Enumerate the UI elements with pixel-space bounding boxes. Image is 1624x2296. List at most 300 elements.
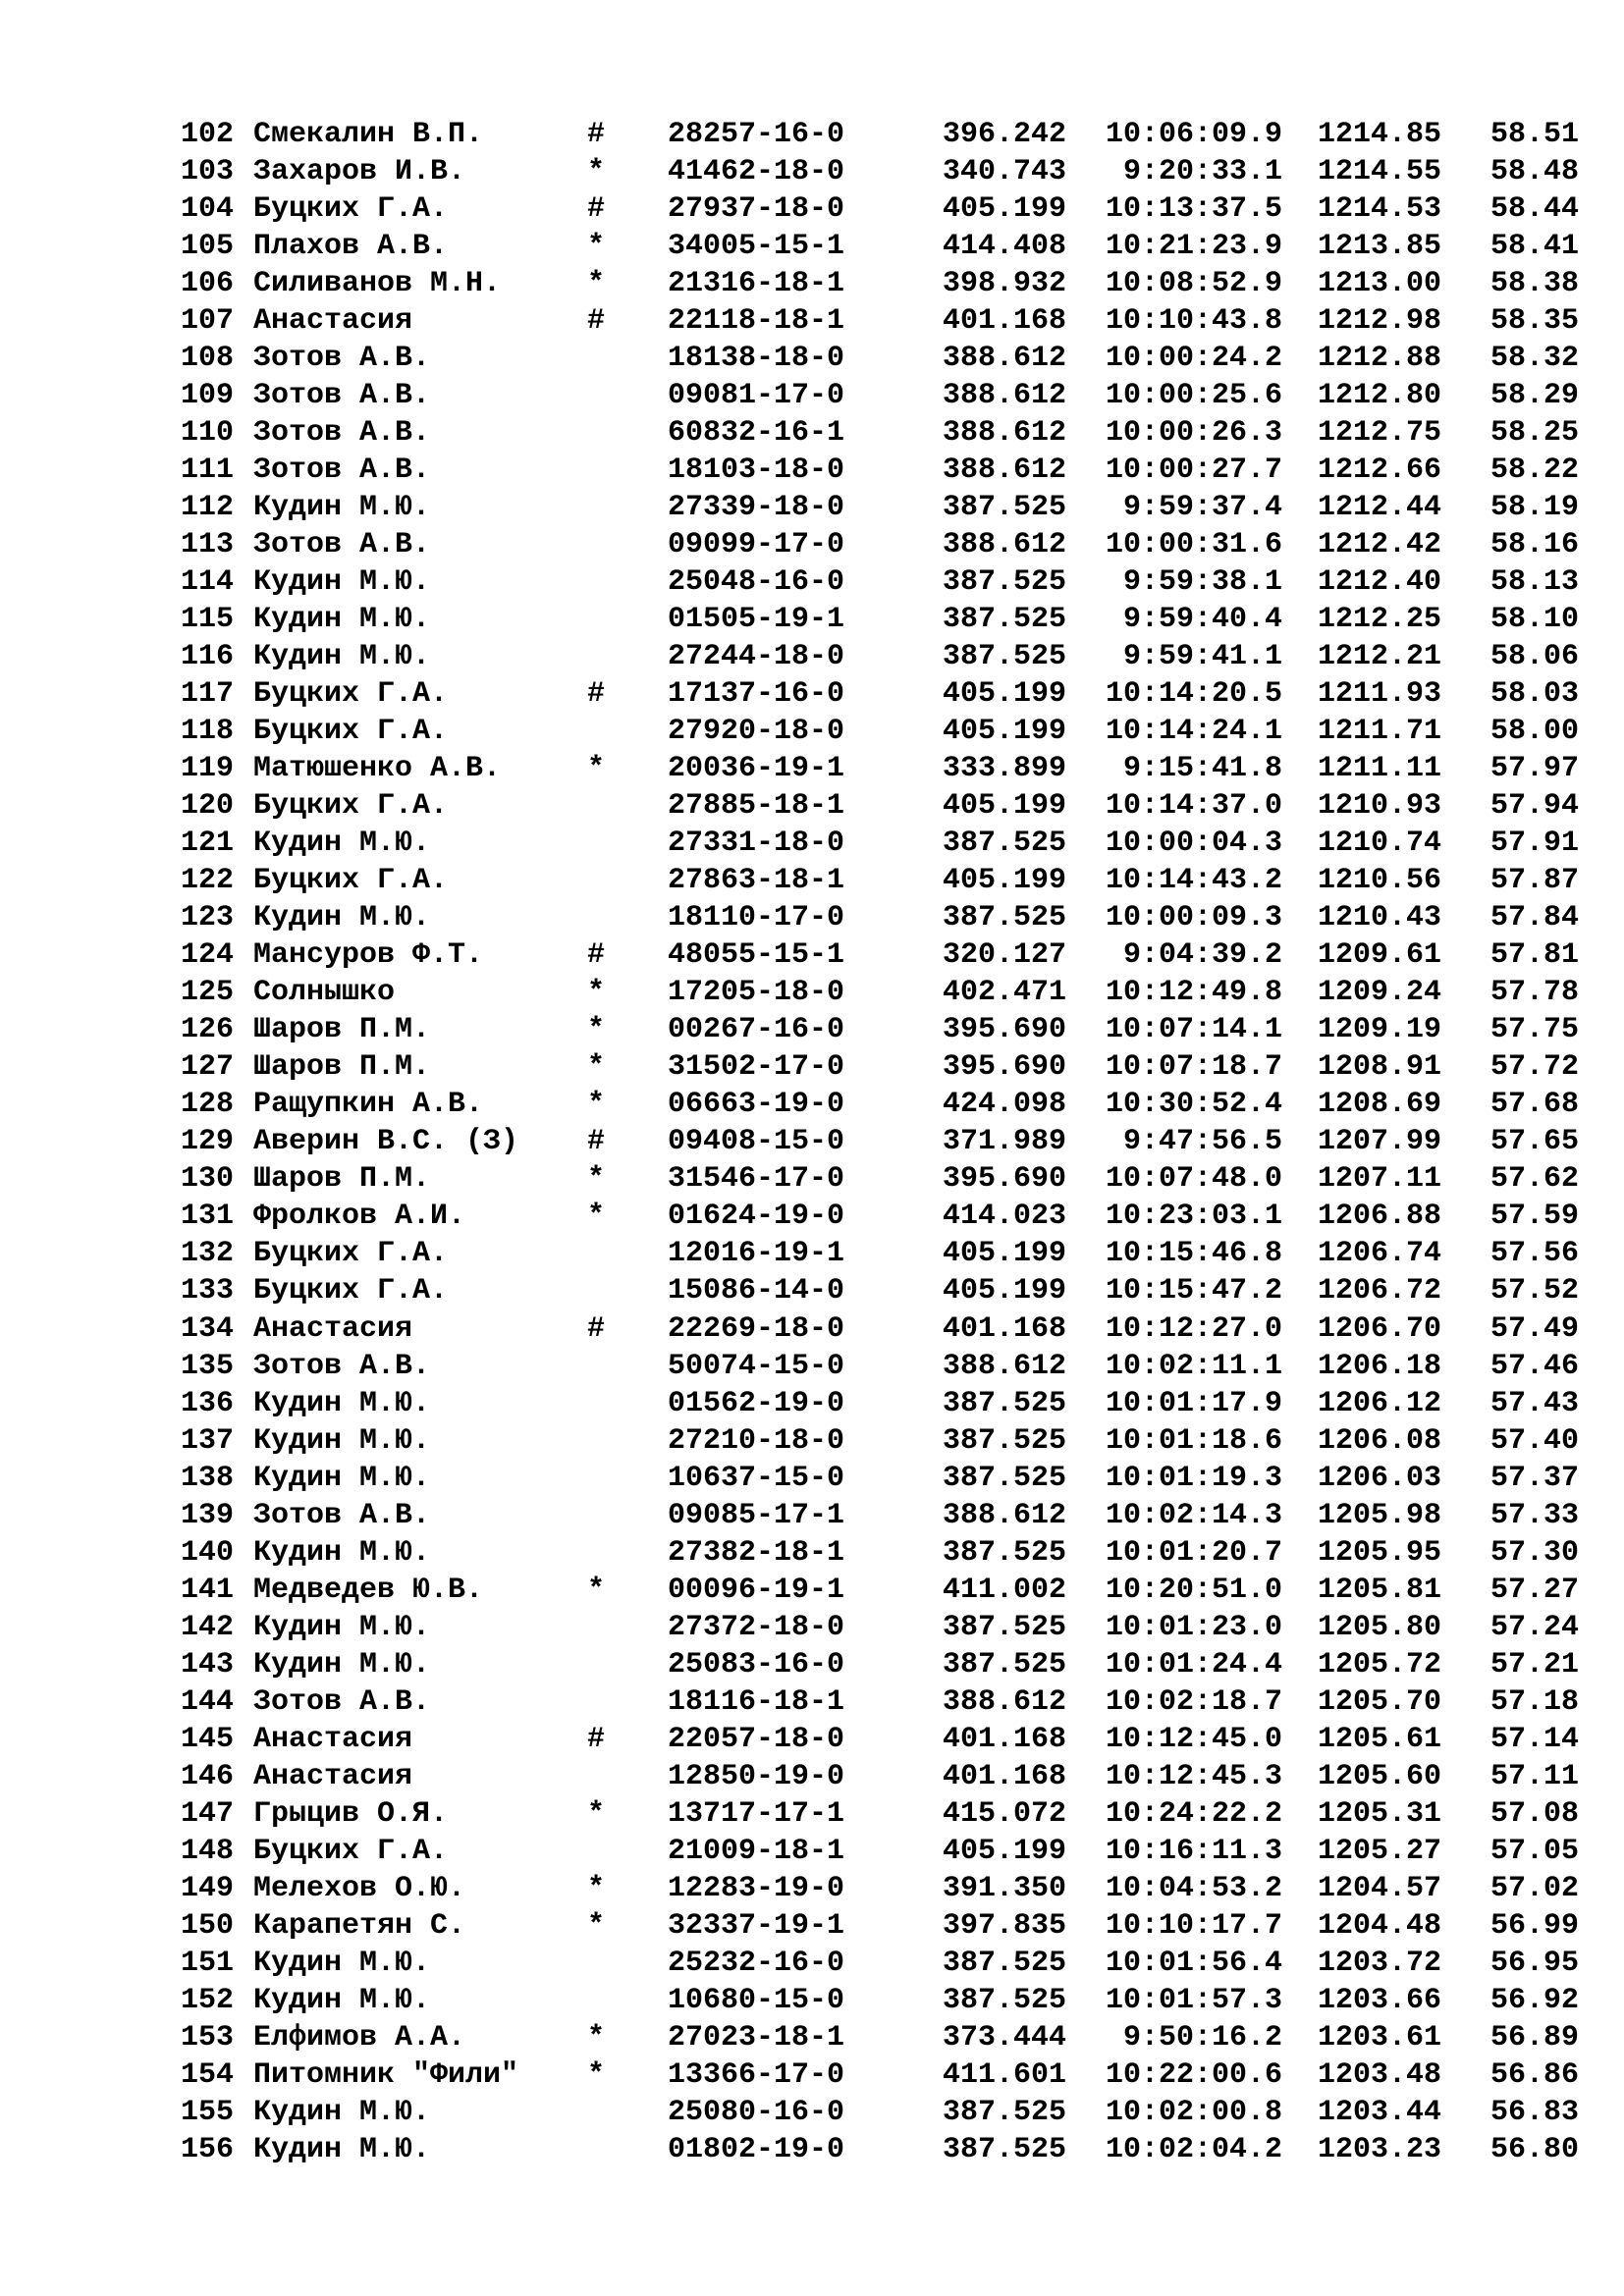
score-cell: 58.22 xyxy=(1489,454,1579,488)
distance-cell: 387.525 xyxy=(942,1946,1066,1980)
ring-number-cell: 28257-16-0 xyxy=(668,118,845,151)
score-cell: 58.35 xyxy=(1489,304,1579,339)
name-cell: Фролков А.И. xyxy=(253,1200,466,1234)
time-cell: 10:20:51.0 xyxy=(1105,1573,1282,1607)
distance-cell: 405.199 xyxy=(942,1274,1066,1308)
distance-cell: 387.525 xyxy=(942,603,1066,637)
speed-cell: 1205.81 xyxy=(1317,1573,1441,1607)
ring-number-cell: 25080-16-0 xyxy=(668,2095,845,2129)
name-cell: Зотов А.В. xyxy=(253,1684,431,1719)
time-cell: 10:16:11.3 xyxy=(1105,1834,1282,1868)
ring-number-cell: 27920-18-0 xyxy=(668,715,845,749)
time-cell: 10:07:14.1 xyxy=(1105,1013,1282,1047)
place-cell: 115 xyxy=(180,603,234,637)
table-row xyxy=(0,713,1624,750)
table-row xyxy=(0,899,1624,936)
name-cell: Карапетян С. xyxy=(253,1908,466,1943)
mark-cell: # xyxy=(587,118,606,151)
table-row xyxy=(0,787,1624,825)
name-cell: Шаров П.М. xyxy=(253,1050,431,1085)
time-cell: 10:15:47.2 xyxy=(1105,1274,1282,1308)
speed-cell: 1207.99 xyxy=(1317,1125,1441,1159)
speed-cell: 1203.48 xyxy=(1317,2057,1441,2092)
time-cell: 9:50:16.2 xyxy=(1122,2020,1282,2055)
place-cell: 135 xyxy=(180,1349,234,1383)
place-cell: 102 xyxy=(180,118,234,151)
score-cell: 58.19 xyxy=(1489,491,1579,525)
name-cell: Шаров П.М. xyxy=(253,1013,431,1047)
table-row xyxy=(0,1758,1624,1795)
table-row xyxy=(0,1048,1624,1086)
ring-number-cell: 09085-17-1 xyxy=(668,1498,845,1532)
distance-cell: 333.899 xyxy=(942,752,1066,786)
place-cell: 155 xyxy=(180,2095,234,2129)
mark-cell: * xyxy=(587,1013,606,1047)
place-cell: 132 xyxy=(180,1237,234,1271)
time-cell: 10:08:52.9 xyxy=(1105,267,1282,301)
time-cell: 10:00:25.6 xyxy=(1105,379,1282,413)
name-cell: Кудин М.Ю. xyxy=(253,827,431,861)
ring-number-cell: 25083-16-0 xyxy=(668,1647,845,1682)
ring-number-cell: 09081-17-0 xyxy=(668,379,845,413)
place-cell: 125 xyxy=(180,976,234,1010)
table-row xyxy=(0,489,1624,526)
score-cell: 58.10 xyxy=(1489,603,1579,637)
score-cell: 57.40 xyxy=(1489,1423,1579,1458)
table-row xyxy=(0,1086,1624,1123)
ring-number-cell: 27023-18-1 xyxy=(668,2020,845,2055)
time-cell: 9:59:38.1 xyxy=(1122,565,1282,600)
name-cell: Медведев Ю.В. xyxy=(253,1573,484,1607)
table-row xyxy=(0,1385,1624,1422)
score-cell: 56.95 xyxy=(1489,1946,1579,1980)
time-cell: 10:21:23.9 xyxy=(1105,230,1282,264)
speed-cell: 1210.93 xyxy=(1317,789,1441,824)
time-cell: 10:12:27.0 xyxy=(1105,1311,1282,1346)
distance-cell: 397.835 xyxy=(942,1908,1066,1943)
score-cell: 57.62 xyxy=(1489,1162,1579,1197)
distance-cell: 387.525 xyxy=(942,2132,1066,2166)
mark-cell: * xyxy=(587,1908,606,1943)
table-row xyxy=(0,1348,1624,1385)
name-cell: Кудин М.Ю. xyxy=(253,640,431,674)
name-cell: Кудин М.Ю. xyxy=(253,1647,431,1682)
table-row xyxy=(0,862,1624,899)
ring-number-cell: 01562-19-0 xyxy=(668,1386,845,1420)
place-cell: 112 xyxy=(180,491,234,525)
place-cell: 143 xyxy=(180,1647,234,1682)
score-cell: 57.68 xyxy=(1489,1088,1579,1122)
mark-cell: # xyxy=(587,1311,606,1346)
name-cell: Кудин М.Ю. xyxy=(253,491,431,525)
table-row xyxy=(0,190,1624,228)
score-cell: 57.21 xyxy=(1489,1647,1579,1682)
distance-cell: 387.525 xyxy=(942,1647,1066,1682)
score-cell: 57.08 xyxy=(1489,1796,1579,1831)
name-cell: Кудин М.Ю. xyxy=(253,1386,431,1420)
time-cell: 10:02:14.3 xyxy=(1105,1498,1282,1532)
table-row xyxy=(0,1721,1624,1758)
place-cell: 146 xyxy=(180,1759,234,1793)
score-cell: 57.27 xyxy=(1489,1573,1579,1607)
place-cell: 114 xyxy=(180,565,234,600)
place-cell: 129 xyxy=(180,1125,234,1159)
name-cell: Зотов А.В. xyxy=(253,342,431,376)
table-row xyxy=(0,1646,1624,1683)
speed-cell: 1206.74 xyxy=(1317,1237,1441,1271)
score-cell: 58.32 xyxy=(1489,342,1579,376)
name-cell: Кудин М.Ю. xyxy=(253,603,431,637)
table-row xyxy=(0,153,1624,190)
ring-number-cell: 01624-19-0 xyxy=(668,1200,845,1234)
distance-cell: 373.444 xyxy=(942,2020,1066,2055)
name-cell: Буцких Г.А. xyxy=(253,192,449,227)
place-cell: 104 xyxy=(180,192,234,227)
speed-cell: 1211.11 xyxy=(1317,752,1441,786)
time-cell: 10:12:45.3 xyxy=(1105,1759,1282,1793)
speed-cell: 1210.74 xyxy=(1317,827,1441,861)
place-cell: 136 xyxy=(180,1386,234,1420)
ring-number-cell: 41462-18-0 xyxy=(668,155,845,189)
time-cell: 10:14:43.2 xyxy=(1105,864,1282,898)
table-row xyxy=(0,526,1624,563)
place-cell: 131 xyxy=(180,1200,234,1234)
ring-number-cell: 01802-19-0 xyxy=(668,2132,845,2166)
table-row xyxy=(0,414,1624,452)
table-row xyxy=(0,1572,1624,1609)
name-cell: Буцких Г.А. xyxy=(253,1237,449,1271)
ring-number-cell: 27382-18-1 xyxy=(668,1535,845,1570)
ring-number-cell: 27863-18-1 xyxy=(668,864,845,898)
time-cell: 9:59:41.1 xyxy=(1122,640,1282,674)
place-cell: 148 xyxy=(180,1834,234,1868)
time-cell: 10:01:23.0 xyxy=(1105,1610,1282,1644)
table-row xyxy=(0,2019,1624,2056)
table-row xyxy=(0,116,1624,153)
ring-number-cell: 25232-16-0 xyxy=(668,1946,845,1980)
mark-cell: # xyxy=(587,192,606,227)
name-cell: Плахов А.В. xyxy=(253,230,449,264)
ring-number-cell: 18103-18-0 xyxy=(668,454,845,488)
place-cell: 154 xyxy=(180,2057,234,2092)
time-cell: 10:24:22.2 xyxy=(1105,1796,1282,1831)
time-cell: 10:10:17.7 xyxy=(1105,1908,1282,1943)
speed-cell: 1204.57 xyxy=(1317,1871,1441,1905)
distance-cell: 391.350 xyxy=(942,1871,1066,1905)
place-cell: 105 xyxy=(180,230,234,264)
ring-number-cell: 09099-17-0 xyxy=(668,528,845,562)
table-row xyxy=(0,825,1624,862)
ring-number-cell: 06663-19-0 xyxy=(668,1088,845,1122)
score-cell: 56.83 xyxy=(1489,2095,1579,2129)
time-cell: 10:06:09.9 xyxy=(1105,118,1282,151)
name-cell: Зотов А.В. xyxy=(253,454,431,488)
place-cell: 106 xyxy=(180,267,234,301)
time-cell: 10:14:37.0 xyxy=(1105,789,1282,824)
ring-number-cell: 34005-15-1 xyxy=(668,230,845,264)
time-cell: 10:07:18.7 xyxy=(1105,1050,1282,1085)
place-cell: 153 xyxy=(180,2020,234,2055)
time-cell: 10:02:00.8 xyxy=(1105,2095,1282,2129)
distance-cell: 395.690 xyxy=(942,1013,1066,1047)
name-cell: Анастасия xyxy=(253,1759,413,1793)
distance-cell: 405.199 xyxy=(942,1834,1066,1868)
speed-cell: 1211.71 xyxy=(1317,715,1441,749)
time-cell: 10:13:37.5 xyxy=(1105,192,1282,227)
time-cell: 10:00:09.3 xyxy=(1105,901,1282,935)
time-cell: 10:00:04.3 xyxy=(1105,827,1282,861)
score-cell: 58.13 xyxy=(1489,565,1579,600)
score-cell: 57.49 xyxy=(1489,1311,1579,1346)
ring-number-cell: 31502-17-0 xyxy=(668,1050,845,1085)
time-cell: 10:07:48.0 xyxy=(1105,1162,1282,1197)
place-cell: 109 xyxy=(180,379,234,413)
ring-number-cell: 17205-18-0 xyxy=(668,976,845,1010)
place-cell: 123 xyxy=(180,901,234,935)
score-cell: 56.89 xyxy=(1489,2020,1579,2055)
place-cell: 127 xyxy=(180,1050,234,1085)
place-cell: 133 xyxy=(180,1274,234,1308)
time-cell: 9:20:33.1 xyxy=(1122,155,1282,189)
ring-number-cell: 21009-18-1 xyxy=(668,1834,845,1868)
place-cell: 124 xyxy=(180,938,234,973)
score-cell: 57.33 xyxy=(1489,1498,1579,1532)
distance-cell: 388.612 xyxy=(942,342,1066,376)
ring-number-cell: 50074-15-0 xyxy=(668,1349,845,1383)
distance-cell: 388.612 xyxy=(942,416,1066,451)
name-cell: Аверин В.С. (З) xyxy=(253,1125,519,1159)
name-cell: Мансуров Ф.Т. xyxy=(253,938,484,973)
name-cell: Солнышко xyxy=(253,976,396,1010)
time-cell: 10:22:00.6 xyxy=(1105,2057,1282,2092)
score-cell: 57.05 xyxy=(1489,1834,1579,1868)
table-row xyxy=(0,1011,1624,1048)
score-cell: 57.87 xyxy=(1489,864,1579,898)
ring-number-cell: 60832-16-1 xyxy=(668,416,845,451)
table-row xyxy=(0,1945,1624,1982)
score-cell: 57.84 xyxy=(1489,901,1579,935)
name-cell: Шаров П.М. xyxy=(253,1162,431,1197)
place-cell: 134 xyxy=(180,1311,234,1346)
mark-cell: # xyxy=(587,677,606,712)
ring-number-cell: 00096-19-1 xyxy=(668,1573,845,1607)
score-cell: 57.14 xyxy=(1489,1722,1579,1756)
score-cell: 57.37 xyxy=(1489,1461,1579,1495)
table-row xyxy=(0,1833,1624,1870)
time-cell: 10:02:11.1 xyxy=(1105,1349,1282,1383)
mark-cell: * xyxy=(587,155,606,189)
speed-cell: 1205.60 xyxy=(1317,1759,1441,1793)
name-cell: Зотов А.В. xyxy=(253,379,431,413)
time-cell: 10:01:20.7 xyxy=(1105,1535,1282,1570)
name-cell: Грыцив О.Я. xyxy=(253,1796,449,1831)
ring-number-cell: 15086-14-0 xyxy=(668,1274,845,1308)
distance-cell: 401.168 xyxy=(942,1722,1066,1756)
speed-cell: 1213.00 xyxy=(1317,267,1441,301)
speed-cell: 1205.98 xyxy=(1317,1498,1441,1532)
time-cell: 9:15:41.8 xyxy=(1122,752,1282,786)
mark-cell: * xyxy=(587,1200,606,1234)
table-row xyxy=(0,638,1624,675)
ring-number-cell: 21316-18-1 xyxy=(668,267,845,301)
score-cell: 57.75 xyxy=(1489,1013,1579,1047)
table-row xyxy=(0,1160,1624,1198)
distance-cell: 401.168 xyxy=(942,304,1066,339)
ring-number-cell: 12850-19-0 xyxy=(668,1759,845,1793)
table-row xyxy=(0,1460,1624,1497)
ring-number-cell: 27937-18-0 xyxy=(668,192,845,227)
ring-number-cell: 13366-17-0 xyxy=(668,2057,845,2092)
mark-cell: # xyxy=(587,1722,606,1756)
distance-cell: 402.471 xyxy=(942,976,1066,1010)
table-row xyxy=(0,601,1624,638)
ring-number-cell: 01505-19-1 xyxy=(668,603,845,637)
name-cell: Кудин М.Ю. xyxy=(253,1983,431,2017)
score-cell: 57.30 xyxy=(1489,1535,1579,1570)
ring-number-cell: 17137-16-0 xyxy=(668,677,845,712)
time-cell: 10:00:31.6 xyxy=(1105,528,1282,562)
place-cell: 113 xyxy=(180,528,234,562)
place-cell: 118 xyxy=(180,715,234,749)
name-cell: Кудин М.Ю. xyxy=(253,1535,431,1570)
distance-cell: 320.127 xyxy=(942,938,1066,973)
name-cell: Зотов А.В. xyxy=(253,1498,431,1532)
mark-cell: * xyxy=(587,230,606,264)
table-row xyxy=(0,974,1624,1011)
table-row xyxy=(0,1870,1624,1907)
score-cell: 57.52 xyxy=(1489,1274,1579,1308)
place-cell: 117 xyxy=(180,677,234,712)
distance-cell: 387.525 xyxy=(942,1386,1066,1420)
place-cell: 126 xyxy=(180,1013,234,1047)
name-cell: Силиванов М.Н. xyxy=(253,267,502,301)
ring-number-cell: 13717-17-1 xyxy=(668,1796,845,1831)
speed-cell: 1205.72 xyxy=(1317,1647,1441,1682)
score-cell: 58.00 xyxy=(1489,715,1579,749)
speed-cell: 1207.11 xyxy=(1317,1162,1441,1197)
distance-cell: 405.199 xyxy=(942,715,1066,749)
name-cell: Буцких Г.А. xyxy=(253,1834,449,1868)
score-cell: 58.51 xyxy=(1489,118,1579,151)
table-row xyxy=(0,1907,1624,1945)
name-cell: Буцких Г.А. xyxy=(253,1274,449,1308)
distance-cell: 387.525 xyxy=(942,1983,1066,2017)
distance-cell: 424.098 xyxy=(942,1088,1066,1122)
distance-cell: 387.525 xyxy=(942,1610,1066,1644)
table-row xyxy=(0,1534,1624,1572)
time-cell: 10:15:46.8 xyxy=(1105,1237,1282,1271)
distance-cell: 415.072 xyxy=(942,1796,1066,1831)
speed-cell: 1209.61 xyxy=(1317,938,1441,973)
table-row xyxy=(0,1272,1624,1309)
table-row xyxy=(0,1235,1624,1272)
distance-cell: 387.525 xyxy=(942,1423,1066,1458)
place-cell: 147 xyxy=(180,1796,234,1831)
speed-cell: 1206.72 xyxy=(1317,1274,1441,1308)
distance-cell: 414.023 xyxy=(942,1200,1066,1234)
table-row xyxy=(0,1422,1624,1460)
distance-cell: 388.612 xyxy=(942,1684,1066,1719)
distance-cell: 340.743 xyxy=(942,155,1066,189)
place-cell: 116 xyxy=(180,640,234,674)
name-cell: Буцких Г.А. xyxy=(253,864,449,898)
place-cell: 144 xyxy=(180,1684,234,1719)
mark-cell: * xyxy=(587,1871,606,1905)
place-cell: 151 xyxy=(180,1946,234,1980)
place-cell: 138 xyxy=(180,1461,234,1495)
time-cell: 10:01:18.6 xyxy=(1105,1423,1282,1458)
ring-number-cell: 22118-18-1 xyxy=(668,304,845,339)
score-cell: 58.06 xyxy=(1489,640,1579,674)
time-cell: 9:04:39.2 xyxy=(1122,938,1282,973)
mark-cell: * xyxy=(587,1162,606,1197)
ring-number-cell: 25048-16-0 xyxy=(668,565,845,600)
distance-cell: 401.168 xyxy=(942,1759,1066,1793)
score-cell: 56.80 xyxy=(1489,2132,1579,2166)
distance-cell: 387.525 xyxy=(942,491,1066,525)
speed-cell: 1214.53 xyxy=(1317,192,1441,227)
table-row xyxy=(0,1683,1624,1721)
speed-cell: 1203.72 xyxy=(1317,1946,1441,1980)
place-cell: 145 xyxy=(180,1722,234,1756)
score-cell: 57.91 xyxy=(1489,827,1579,861)
time-cell: 10:02:18.7 xyxy=(1105,1684,1282,1719)
place-cell: 110 xyxy=(180,416,234,451)
distance-cell: 395.690 xyxy=(942,1162,1066,1197)
score-cell: 58.03 xyxy=(1489,677,1579,712)
speed-cell: 1209.24 xyxy=(1317,976,1441,1010)
speed-cell: 1203.44 xyxy=(1317,2095,1441,2129)
ring-number-cell: 12016-19-1 xyxy=(668,1237,845,1271)
time-cell: 9:59:37.4 xyxy=(1122,491,1282,525)
time-cell: 10:01:17.9 xyxy=(1105,1386,1282,1420)
table-row xyxy=(0,1310,1624,1348)
distance-cell: 398.932 xyxy=(942,267,1066,301)
speed-cell: 1206.18 xyxy=(1317,1349,1441,1383)
speed-cell: 1212.40 xyxy=(1317,565,1441,600)
ring-number-cell: 27210-18-0 xyxy=(668,1423,845,1458)
ring-number-cell: 18116-18-1 xyxy=(668,1684,845,1719)
table-row xyxy=(0,340,1624,377)
name-cell: Зотов А.В. xyxy=(253,528,431,562)
place-cell: 137 xyxy=(180,1423,234,1458)
table-row xyxy=(0,750,1624,787)
results-table xyxy=(0,116,1624,2168)
mark-cell: # xyxy=(587,1125,606,1159)
name-cell: Кудин М.Ю. xyxy=(253,1946,431,1980)
time-cell: 10:01:19.3 xyxy=(1105,1461,1282,1495)
name-cell: Анастасия xyxy=(253,1311,413,1346)
distance-cell: 411.601 xyxy=(942,2057,1066,2092)
mark-cell: * xyxy=(587,1050,606,1085)
ring-number-cell: 27885-18-1 xyxy=(668,789,845,824)
name-cell: Анастасия xyxy=(253,304,413,339)
speed-cell: 1214.55 xyxy=(1317,155,1441,189)
mark-cell: # xyxy=(587,938,606,973)
table-row xyxy=(0,563,1624,601)
distance-cell: 405.199 xyxy=(942,1237,1066,1271)
speed-cell: 1203.23 xyxy=(1317,2132,1441,2166)
time-cell: 10:00:27.7 xyxy=(1105,454,1282,488)
speed-cell: 1205.95 xyxy=(1317,1535,1441,1570)
mark-cell: * xyxy=(587,1573,606,1607)
name-cell: Буцких Г.А. xyxy=(253,715,449,749)
name-cell: Зотов А.В. xyxy=(253,416,431,451)
name-cell: Елфимов А.А. xyxy=(253,2020,466,2055)
distance-cell: 388.612 xyxy=(942,454,1066,488)
speed-cell: 1206.88 xyxy=(1317,1200,1441,1234)
score-cell: 57.24 xyxy=(1489,1610,1579,1644)
